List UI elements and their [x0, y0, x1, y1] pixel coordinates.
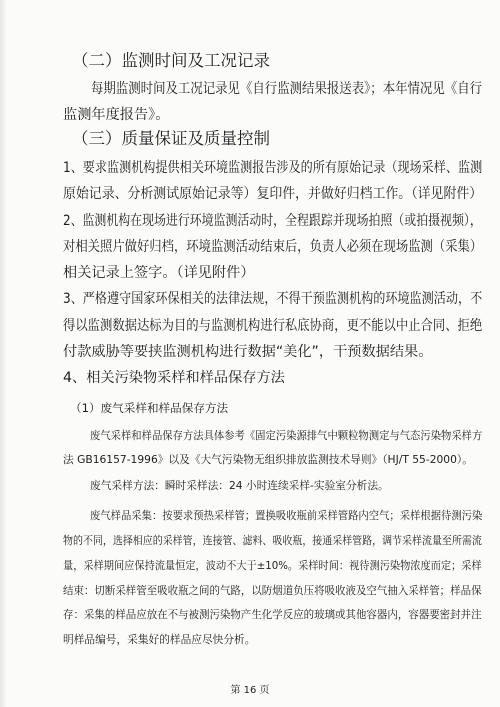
small-paragraph-line: 废气采样方法：瞬时采样法：24 小时连续采样-实验室分析法。: [90, 479, 389, 492]
paragraph-line: 监测年度报告》。: [63, 107, 170, 123]
small-paragraph-line: 存：采集的样品应放在不与被测污染物产生化学反应的玻璃或其他容器内，容器要密封并注: [63, 608, 482, 621]
subsection-heading-exhaust-sampling: （1）废气采样和样品保存方法: [70, 401, 229, 415]
small-paragraph-line: 物的不同，选择相应的采样管，连接管、滤料、吸收瓶，接通采样管路，调节采样流量至所需流: [63, 534, 482, 547]
small-paragraph-line: 结束：切断采样管至吸收瓶之间的气路，以防烟道负压将吸收液及空气抽入采样管；样品保: [63, 584, 482, 597]
list-item-line: 3、严格遵守国家环保相关的法律法规，不得干预监测机构的环境监测活动，不: [63, 291, 483, 307]
section-heading-quality-control: （三）质量保证及质量控制: [72, 129, 270, 148]
list-item-line: 付款威胁等要挟监测机构进行数据“美化”，干预数据结果。: [63, 344, 433, 360]
small-paragraph-line: 废气样品采集：按要求预热采样管；置换吸收瓶前采样管路内空气；采样根据待测污染: [90, 509, 483, 522]
list-item-line: 相关记录上签字。（详见附件）: [63, 265, 255, 281]
scan-edge-shadow: [0, 0, 7, 707]
list-item-line: 1、要求监测机构提供相关环境监测报告涉及的所有原始记录（现场采样、监测: [63, 160, 483, 176]
small-paragraph-line: 法 GB16157-1996》以及《大气污染物无组织排放监测技术导则》（HJ/T 55-2000）。: [63, 453, 473, 466]
small-paragraph-line: 废气采样和样品保存方法具体参考《固定污染源排气中颗粒物测定与气态污染物采样方: [90, 429, 483, 442]
small-paragraph-line: 明样品编号，采集好的样品应尽快分析。: [63, 633, 256, 646]
list-item-line: 对相关照片做好归档，环境监测活动结束后，负责人必须在现场监测（采集）: [63, 239, 483, 255]
list-item-line: 得以监测数据达标为目的与监测机构进行私底协商，更不能以中止合同、拒绝: [63, 318, 483, 334]
paragraph-line: 每期监测时间及工况记录见《自行监测结果报送表》；本年情况见《自行: [91, 81, 483, 97]
section-heading-monitoring-time: （二）监测时间及工况记录: [72, 51, 270, 70]
small-paragraph-line: 量，采样期间应保持流量恒定，波动不大于±10%。采样时间：视待测污染物浓度而定；采样: [63, 559, 482, 572]
page-number: 第 16 页: [230, 685, 270, 696]
list-item-line: 2、监测机构在现场进行环境监测活动时，全程跟踪并现场拍照（或拍摄视频），: [63, 213, 482, 229]
list-item-line: 原始记录、分析测试原始记录等）复印件，并做好归档工作。（详见附件）: [63, 186, 483, 202]
list-item-line: 4、相关污染物采样和样品保存方法: [63, 370, 285, 386]
